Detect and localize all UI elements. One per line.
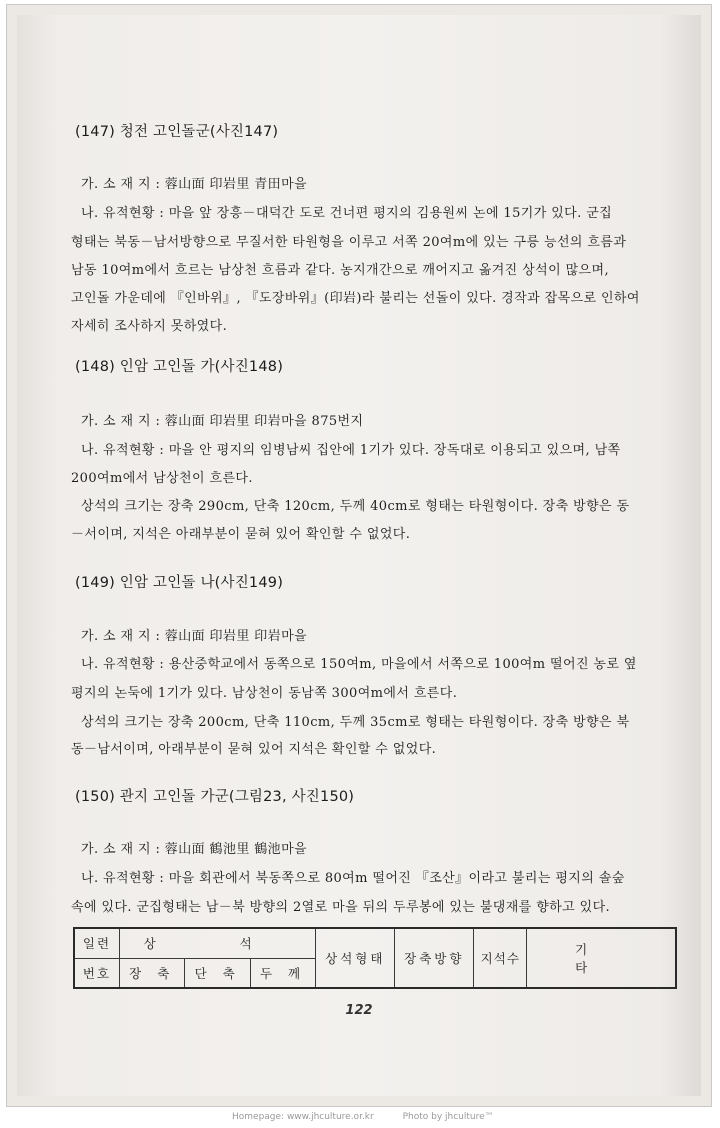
footer-photo-credit: Photo by jhculture™ <box>402 1112 494 1122</box>
section-149-status-line: 상석의 크기는 장축 200cm, 단축 110cm, 두께 35cm로 형태는 타원형이다. 장축 방향은 북 <box>81 715 630 730</box>
table-header-number-bottom: 번호 <box>74 958 120 988</box>
dolmen-survey-table <box>73 927 677 989</box>
footer-credit <box>232 1112 520 1122</box>
section-147-heading: (147) 청전 고인돌군(사진147) <box>75 124 279 140</box>
section-147-status-line: 고인돌 가운데에 『인바위』, 『도장바위』(印岩)라 불리는 선돌이 있다. 경작과 잡목으로 인하여 <box>71 291 640 306</box>
table-header-direction: 장축방향 <box>395 928 474 988</box>
section-148-location: 가. 소 재 지 : 蓉山面 印岩里 印岩마을 875번지 <box>81 414 364 429</box>
section-147-status-line: 형태는 북동－남서방향으로 무질서한 타원형을 이루고 서쪽 20여m에 있는 구릉 능선의 흐름과 <box>71 235 627 250</box>
table-header-number-top: 일련 <box>74 928 120 958</box>
page-frame <box>6 4 712 1107</box>
table-header-shape: 상석형태 <box>316 928 395 988</box>
section-149-location: 가. 소 재 지 : 蓉山面 印岩里 印岩마을 <box>81 629 307 644</box>
section-150-location: 가. 소 재 지 : 蓉山面 鶴池里 鶴池마을 <box>81 842 307 857</box>
section-148-status-line: 나. 유적현황 : 마을 안 평지의 임병남씨 집안에 1기가 있다. 장독대로 이용되고 있으며, 남쪽 <box>81 443 621 458</box>
section-148-status-line: －서이며, 지석은 아래부분이 묻혀 있어 확인할 수 없었다. <box>71 527 411 542</box>
table-header-remarks: 기 타 <box>527 928 676 988</box>
section-150-heading: (150) 관지 고인돌 가군(그림23, 사진150) <box>75 789 355 805</box>
section-147-location: 가. 소 재 지 : 蓉山面 印岩里 青田마을 <box>81 177 307 192</box>
footer-homepage: Homepage: www.jhculture.or.kr <box>232 1112 374 1122</box>
table-header-support-stones: 지석수 <box>474 928 527 988</box>
section-149-status-line: 나. 유적현황 : 용산중학교에서 동쪽으로 150여m, 마을에서 서쪽으로 100여m 떨어진 농로 옆 <box>81 657 637 672</box>
table-header-short-axis: 단 축 <box>185 958 250 988</box>
section-149-status-line: 평지의 논둑에 1기가 있다. 남상천이 동남쪽 300여m에서 흐른다. <box>71 686 458 701</box>
table-header-thickness: 두 께 <box>250 958 315 988</box>
page-number: 122 <box>345 1003 373 1018</box>
section-150-status-line: 나. 유적현황 : 마을 회관에서 북동쪽으로 80여m 떨어진 『조산』이라고 불리는 평지의 솔숲 <box>81 871 625 886</box>
section-148-heading: (148) 인암 고인돌 가(사진148) <box>75 359 284 375</box>
section-147-status-line: 자세히 조사하지 못하였다. <box>71 319 228 334</box>
section-149-status-line: 동－남서이며, 아래부분이 묻혀 있어 지석은 확인할 수 없었다. <box>71 742 437 757</box>
section-148-status-line: 상석의 크기는 장축 290cm, 단축 120cm, 두께 40cm로 형태는 타원형이다. 장축 방향은 동 <box>81 499 630 514</box>
book-page <box>17 15 701 1096</box>
section-150-status-line: 속에 있다. 군집형태는 남－북 방향의 2열로 마을 뒤의 두루봉에 있는 불댕재를 향하고 있다. <box>71 900 611 915</box>
section-149-heading: (149) 인암 고인돌 나(사진149) <box>75 575 284 591</box>
section-148-status-line: 200여m에서 남상천이 흐른다. <box>71 471 253 486</box>
table-header-capstone: 상 석 <box>120 928 316 958</box>
section-147-status-line: 남동 10여m에서 흐르는 남상천 흐름과 같다. 농지개간으로 깨어지고 옮겨진 상석이 많으며, <box>71 263 609 278</box>
table-header-long-axis: 장 축 <box>120 958 185 988</box>
section-147-status-line: 나. 유적현황 : 마을 앞 장흥－대덕간 도로 건너편 평지의 김용원씨 논에 15기가 있다. 군집 <box>81 206 613 221</box>
